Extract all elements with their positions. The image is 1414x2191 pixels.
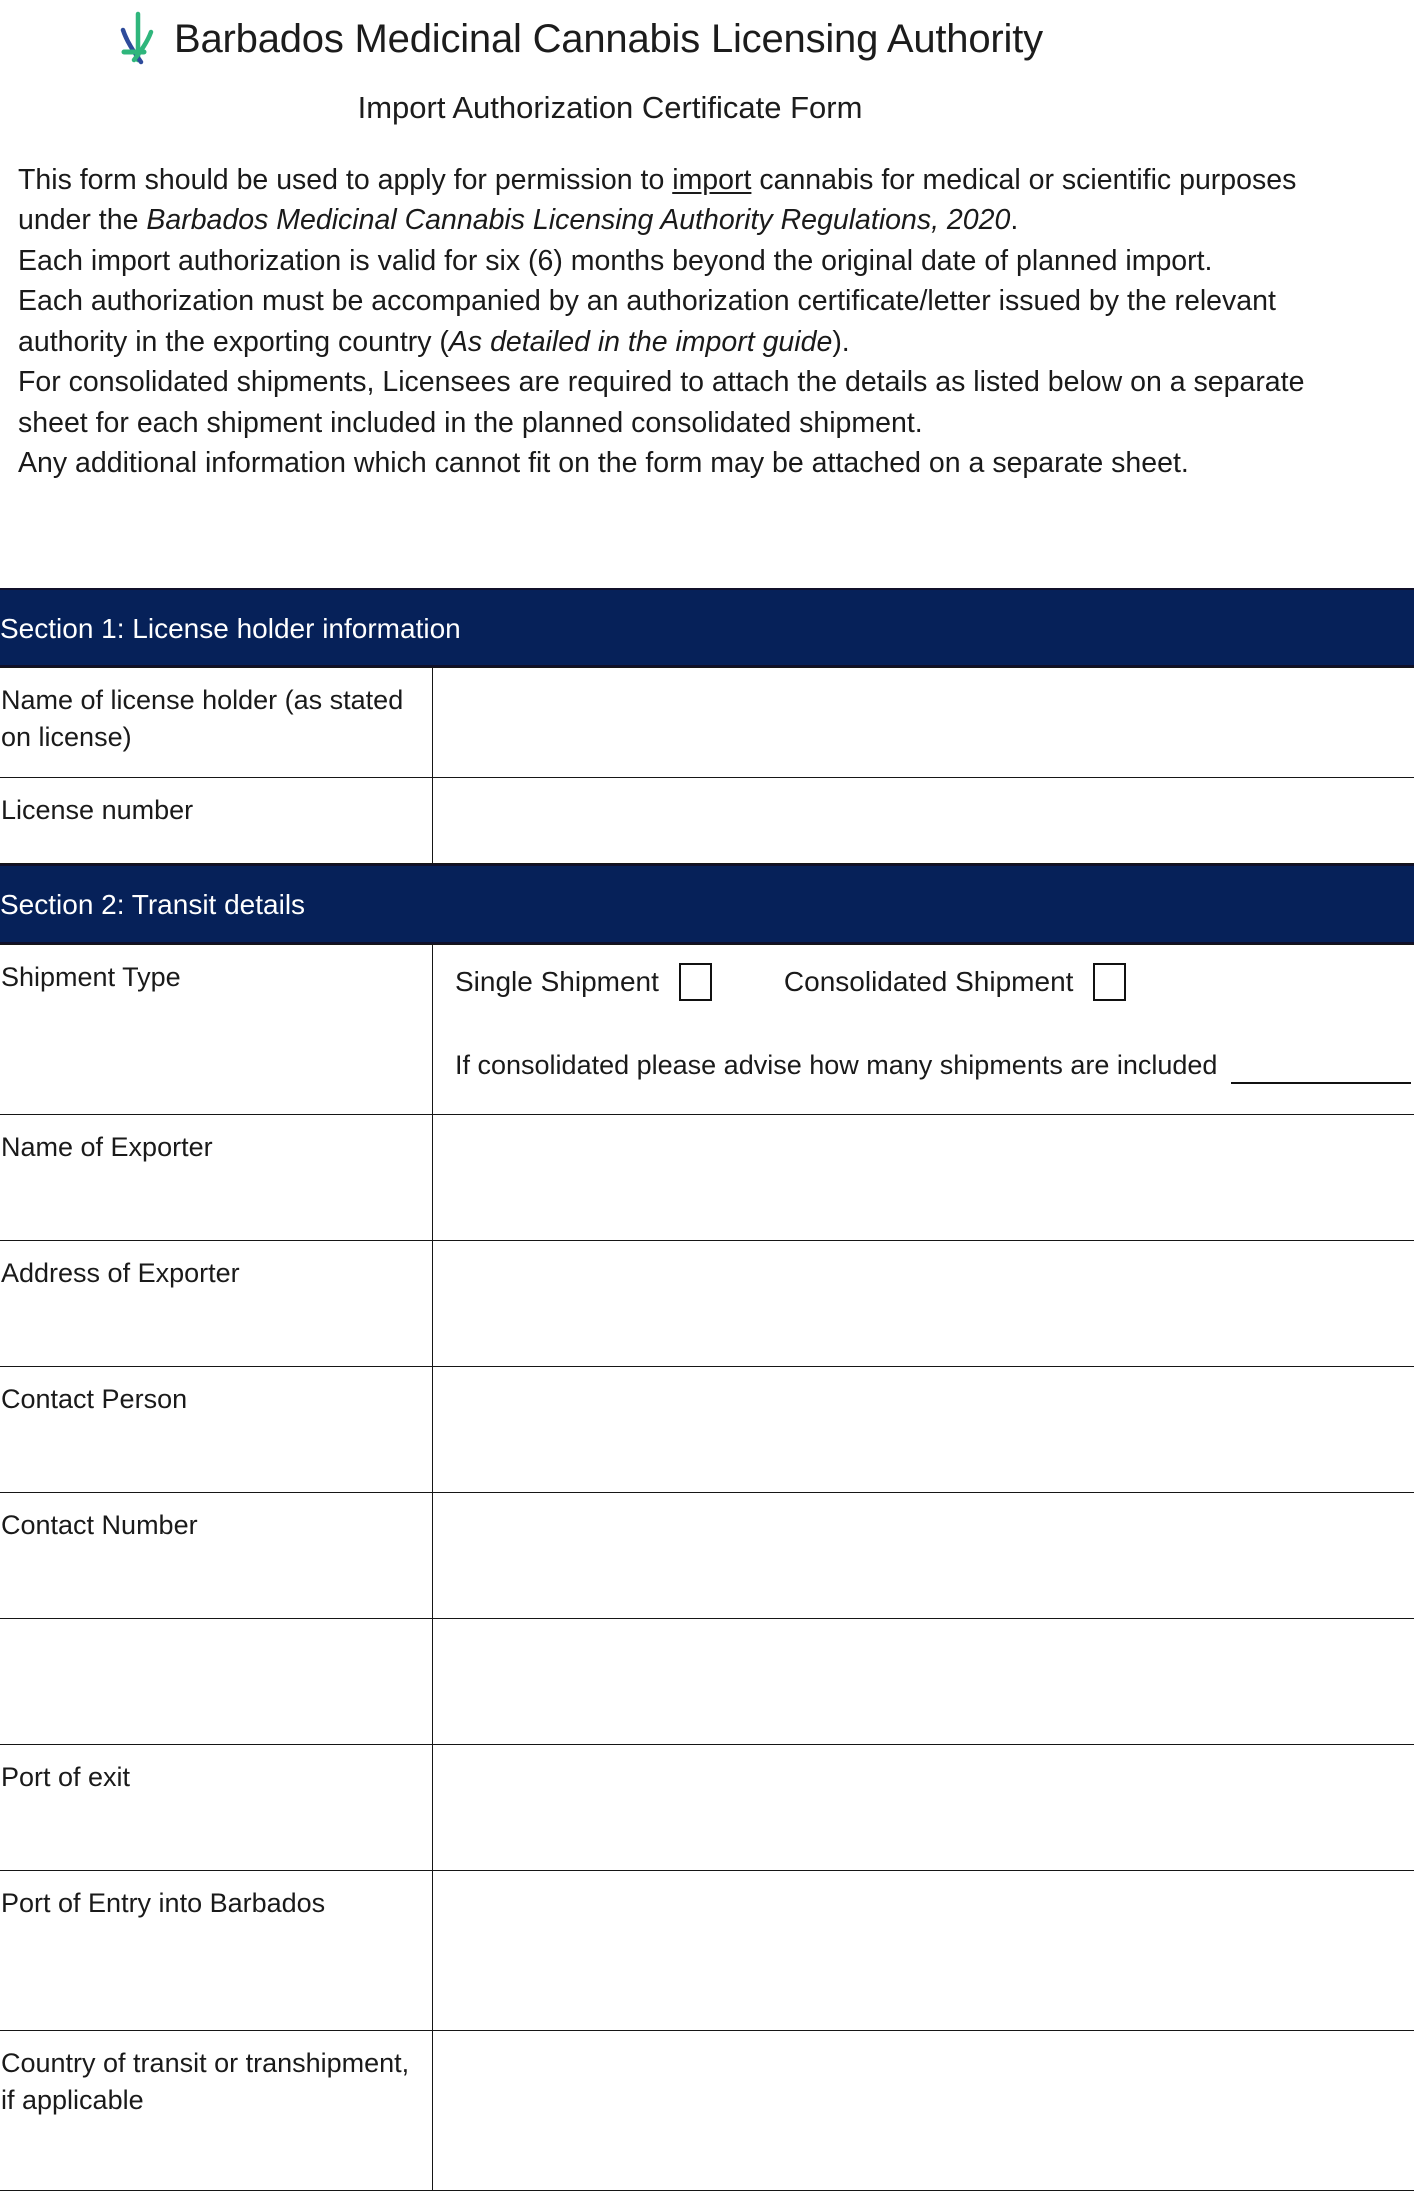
intro-line-5a: authority in the exporting country ( bbox=[18, 326, 449, 358]
consolidated-shipment-checkbox[interactable] bbox=[1093, 963, 1126, 1001]
table-row bbox=[0, 1492, 1414, 1618]
intro-import-underlined: import bbox=[672, 164, 751, 196]
field-label-license-number: License number bbox=[0, 778, 433, 864]
section-1-heading: Section 1: License holder information bbox=[0, 588, 1414, 668]
field-label-port-of-entry: Port of Entry into Barbados bbox=[0, 1870, 433, 2030]
single-shipment-label: Single Shipment bbox=[455, 963, 659, 1001]
intro-line-6: For consolidated shipments, Licensees are required to attach the details as listed below on a separate bbox=[18, 362, 1414, 402]
table-row bbox=[0, 1366, 1414, 1492]
intro-paragraph bbox=[0, 160, 1414, 484]
intro-line-1a: This form should be used to apply for permission to bbox=[18, 164, 672, 196]
vertical-spacer bbox=[0, 484, 1414, 588]
intro-line-8: Any additional information which cannot fit on the form may be attached on a separate sheet. bbox=[18, 443, 1414, 483]
page-subtitle: Import Authorization Certificate Form bbox=[0, 90, 1414, 126]
table-row bbox=[0, 1114, 1414, 1240]
intro-line-5b: ). bbox=[832, 326, 849, 358]
document-header bbox=[0, 0, 1414, 126]
field-input-country-of-transit[interactable] bbox=[433, 2030, 1414, 2190]
field-input-license-number[interactable] bbox=[433, 778, 1414, 864]
intro-line-2 bbox=[18, 200, 1414, 240]
field-label-blank bbox=[0, 1618, 433, 1744]
table-row-shipment-type bbox=[0, 944, 1414, 1114]
cannabis-leaf-icon bbox=[110, 10, 156, 72]
section-2-table bbox=[0, 944, 1414, 2191]
field-input-blank[interactable] bbox=[433, 1618, 1414, 1744]
section-2-heading: Section 2: Transit details bbox=[0, 864, 1414, 944]
consolidated-count-row bbox=[455, 1047, 1414, 1084]
consolidated-shipment-option[interactable] bbox=[784, 963, 1127, 1001]
table-row bbox=[0, 2030, 1414, 2190]
page-title: Barbados Medicinal Cannabis Licensing Authority bbox=[174, 17, 1043, 62]
table-row bbox=[0, 1618, 1414, 1744]
consolidated-shipment-label: Consolidated Shipment bbox=[784, 963, 1074, 1001]
title-row bbox=[0, 8, 1414, 70]
intro-line-3: Each import authorization is valid for six (6) months beyond the original date of planned import. bbox=[18, 241, 1414, 281]
section-1-table bbox=[0, 667, 1414, 864]
table-row bbox=[0, 668, 1414, 778]
field-input-address-of-exporter[interactable] bbox=[433, 1240, 1414, 1366]
field-input-port-of-exit[interactable] bbox=[433, 1744, 1414, 1870]
consolidated-count-label: If consolidated please advise how many shipments are included bbox=[455, 1047, 1217, 1084]
field-input-contact-number[interactable] bbox=[433, 1492, 1414, 1618]
table-row bbox=[0, 778, 1414, 864]
field-label-port-of-exit: Port of exit bbox=[0, 1744, 433, 1870]
shipment-type-cell bbox=[433, 944, 1414, 1114]
field-label-contact-person: Contact Person bbox=[0, 1366, 433, 1492]
intro-line-1b: cannabis for medical or scientific purposes bbox=[751, 164, 1296, 196]
field-label-address-of-exporter: Address of Exporter bbox=[0, 1240, 433, 1366]
intro-line-2a: under the bbox=[18, 204, 146, 236]
intro-regulations-title: Barbados Medicinal Cannabis Licensing Authority Regulations, 2020 bbox=[146, 204, 1010, 236]
table-row bbox=[0, 1744, 1414, 1870]
table-row bbox=[0, 1240, 1414, 1366]
table-row bbox=[0, 1870, 1414, 2030]
intro-line-7: sheet for each shipment included in the planned consolidated shipment. bbox=[18, 403, 1414, 443]
single-shipment-option[interactable] bbox=[455, 963, 712, 1001]
field-input-contact-person[interactable] bbox=[433, 1366, 1414, 1492]
shipment-type-options bbox=[455, 963, 1414, 1001]
field-input-name-of-license-holder[interactable] bbox=[433, 668, 1414, 778]
field-label-contact-number: Contact Number bbox=[0, 1492, 433, 1618]
intro-line-2b: . bbox=[1010, 204, 1018, 236]
field-input-port-of-entry[interactable] bbox=[433, 1870, 1414, 2030]
field-label-country-of-transit: Country of transit or transhipment, if applicable bbox=[0, 2030, 433, 2190]
intro-line-1 bbox=[18, 160, 1414, 200]
intro-line-4: Each authorization must be accompanied by an authorization certificate/letter issued by the relevant bbox=[18, 281, 1414, 321]
field-input-name-of-exporter[interactable] bbox=[433, 1114, 1414, 1240]
field-label-shipment-type: Shipment Type bbox=[0, 944, 433, 1114]
field-label-name-of-license-holder: Name of license holder (as stated on license) bbox=[0, 668, 433, 778]
shipment-count-input[interactable] bbox=[1231, 1062, 1411, 1084]
single-shipment-checkbox[interactable] bbox=[679, 963, 712, 1001]
field-label-name-of-exporter: Name of Exporter bbox=[0, 1114, 433, 1240]
intro-import-guide-note: As detailed in the import guide bbox=[449, 326, 832, 358]
intro-line-5 bbox=[18, 322, 1414, 362]
